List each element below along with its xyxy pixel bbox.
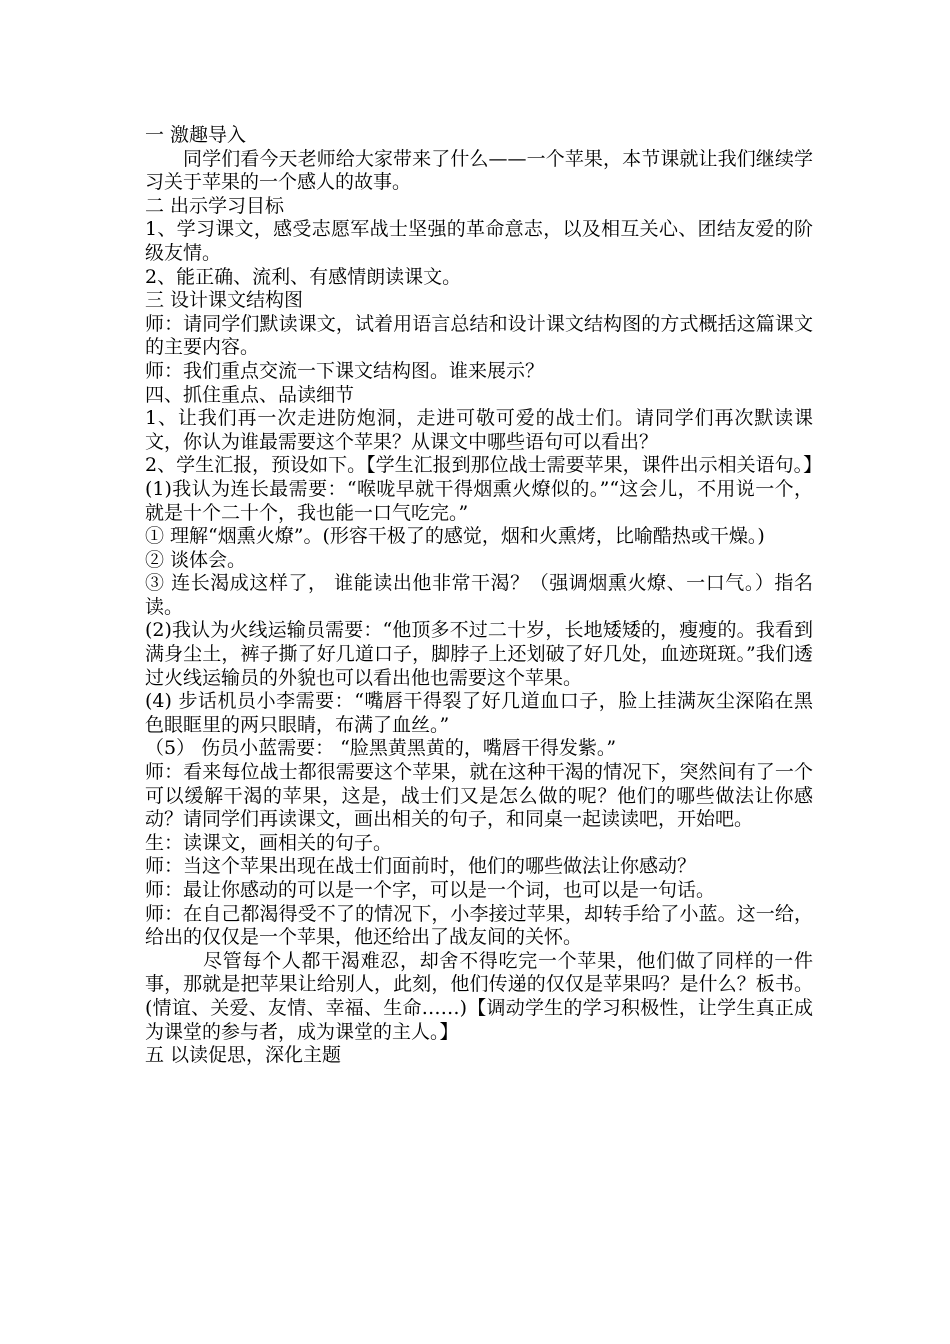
paragraph: 2、能正确、流利、有感情朗读课文。 xyxy=(145,265,462,288)
section-heading-2: 二 出示学习目标 xyxy=(145,194,285,217)
paragraph: 师：最让你感动的可以是一个字，可以是一个词，也可以是一句话。 xyxy=(145,879,716,901)
section-heading-5: 五 以读促思，深化主题 xyxy=(145,1044,342,1067)
document-body xyxy=(145,124,823,1068)
section-heading-4: 四、抓住重点、品读细节 xyxy=(145,383,355,406)
paragraph: 2、学生汇报，预设如下。【学生汇报到那位战士需要苹果，课件出示相关语句。】 xyxy=(145,454,823,477)
paragraph: 师：看来每位战士都很需要这个苹果，就在这种干渴的情况下，突然间有了一个可以缓解干渴的苹果，这是，战士们又是怎么做的呢？他们的哪些做法让你感动？请同学们再读课文，画出相关的句子，和同桌一起读读吧，开始吧。 xyxy=(145,761,813,831)
paragraph: 师：我们重点交流一下课文结构图。谁来展示？ xyxy=(145,359,545,382)
paragraph: 生：读课文，画相关的句子。 xyxy=(145,831,393,854)
paragraph: 1、让我们再一次走进防炮洞，走进可敬可爱的战士们。请同学们再次默读课文，你认为谁最需要这个苹果？从课文中哪些语句可以看出？ xyxy=(145,407,813,453)
paragraph: 师：请同学们默读课文，试着用语言总结和设计课文结构图的方式概括这篇课文的主要内容。 xyxy=(145,312,813,359)
paragraph: 师：当这个苹果出现在战士们面前时，他们的哪些做法让你感动？ xyxy=(145,855,697,878)
paragraph: ② 谈体会。 xyxy=(145,548,247,571)
paragraph: 尽管每个人都干渴难忍，却舍不得吃完一个苹果，他们做了同样的一件事，那就是把苹果让给别人，此刻，他们传递的仅仅是苹果吗？是什么？板书。(情谊、关爱、友情、幸福、生命……)【调动学生的学习积极性，让学生真正成为课堂的参与者，成为课堂的主人。】 xyxy=(145,949,813,1043)
paragraph: 师：在自己都渴得受不了的情况下，小李接过苹果，却转手给了小蓝。这一给，给出的仅仅是一个苹果，他还给出了战友间的关怀。 xyxy=(145,902,813,949)
paragraph: 1、学习课文，感受志愿军战士坚强的革命意志，以及相互关心、团结友爱的阶级友情。 xyxy=(145,218,813,264)
paragraph: (2)我认为火线运输员需要：“他顶多不过二十岁，长地矮矮的，瘦瘦的。我看到满身尘土，裤子撕了好几道口子，脚脖子上还划破了好几处，血迹斑斑。”我们透过火线运输员的外貌也可以看出他也需要这个苹果。 xyxy=(145,619,813,689)
paragraph: (4) 步话机员小李需要：“嘴唇干得裂了好几道血口子，脸上挂满灰尘深陷在黑色眼眶里的两只眼睛，布满了血丝。” xyxy=(145,690,813,736)
section-heading-1: 一 激趣导入 xyxy=(145,124,247,146)
paragraph: ③ 连长渴成这样了， 谁能读出他非常干渴？（强调烟熏火燎、一口气。）指名读。 xyxy=(145,572,813,618)
paragraph: ① 理解“烟熏火燎”。(形容干极了的感觉，烟和火熏烤，比喻酷热或干燥。) xyxy=(145,525,765,548)
paragraph: 同学们看今天老师给大家带来了什么——一个苹果，本节课就让我们继续学习关于苹果的一个感人的故事。 xyxy=(145,147,813,194)
paragraph: （5） 伤员小蓝需要： “脸黑黄黑黄的，嘴唇干得发紫。” xyxy=(145,737,617,760)
paragraph: (1)我认为连长最需要：“喉咙早就干得烟熏火燎似的。”“这会儿，不用说一个， 就是十个二十个，我也能一口气吃完。” xyxy=(145,477,813,524)
section-heading-3: 三 设计课文结构图 xyxy=(145,289,304,312)
